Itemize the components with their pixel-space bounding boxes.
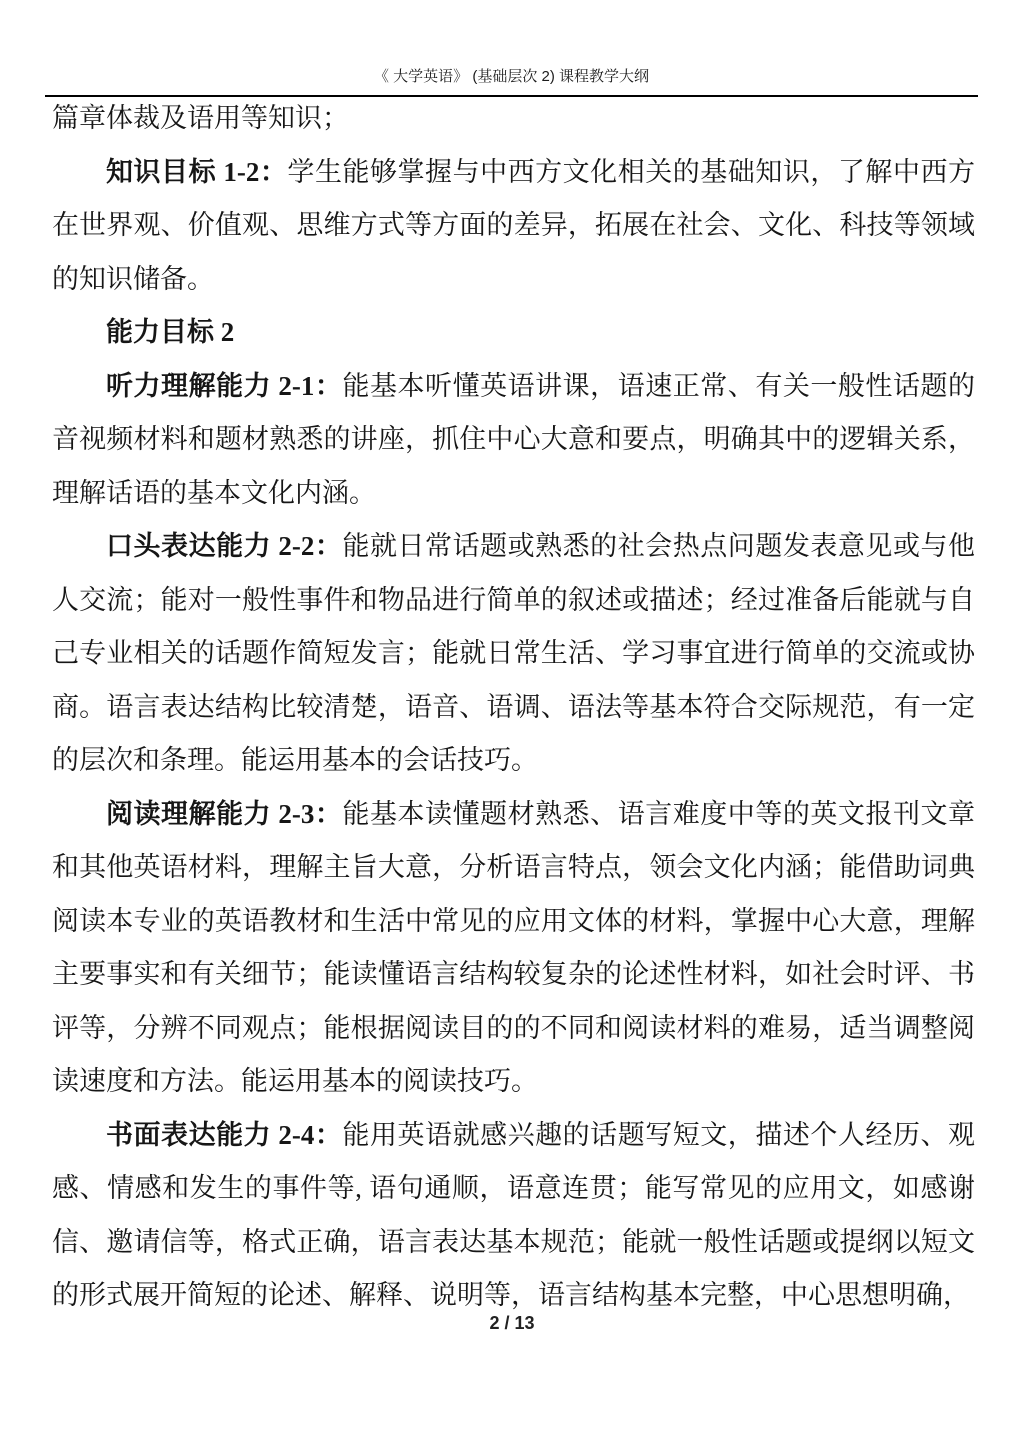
paragraph-listening-2-1 [52, 360, 975, 521]
page-body [52, 92, 975, 1323]
paragraph-reading-2-3 [52, 788, 975, 1109]
paragraph-label: 知识目标 1-2： [106, 156, 288, 187]
paragraph-text: 能基本读懂题材熟悉、语言难度中等的英文报刊文章和其他英语材料，理解主旨大意，分析语言特点，领会文化内涵；能借助词典阅读本专业的英语教材和生活中常见的应用文体的材料，掌握中心大意，理解主要事实和有关细节；能读懂语言结构较复杂的论述性材料，如社会时评、书评等，分辨不同观点；能根据阅读目的的不同和阅读材料的难易，适当调整阅读速度和方法。能运用基本的阅读技巧。 [52, 798, 975, 1096]
paragraph-ability-goal-2 [52, 306, 975, 360]
paragraph-label: 书面表达能力 2-4： [106, 1119, 343, 1150]
continuation-line: 篇章体裁及语用等知识； [52, 103, 349, 133]
paragraph-writing-2-4 [52, 1109, 975, 1323]
paragraph-label: 阅读理解能力 2-3： [106, 798, 343, 829]
paragraph-label: 口头表达能力 2-2： [106, 531, 343, 561]
header-title: 《 大学英语》 (基础层次 2) 课程教学大纲 [373, 68, 649, 85]
paragraph-speaking-2-2 [52, 520, 975, 788]
paragraph-text: 能就日常话题或熟悉的社会热点问题发表意见或与他人交流；能对一般性事件和物品进行简单的叙述或描述；经过准备后能就与自己专业相关的话题作简短发言；能就日常生活、学习事宜进行简单的交流或协商。语言表达结构比较清楚，语音、语调、语法等基本符合交际规范，有一定的层次和条理。能运用基本的会话技巧。 [52, 531, 975, 775]
paragraph-label: 听力理解能力 2-1： [106, 370, 343, 401]
paragraph-text: 能用英语就感兴趣的话题写短文，描述个人经历、观感、情感和发生的事件等, 语句通顺，语意连贯；能写常见的应用文，如感谢信、邀请信等，格式正确，语言表达基本规范；能就一般性话题或提纲以短文的形式展开简短的论述、解释、说明等，语言结构基本完整，中心思想明确， [52, 1119, 975, 1310]
page-footer [0, 1313, 1024, 1334]
paragraph-text: 能基本听懂英语讲课，语速正常、有关一般性话题的音视频材料和题材熟悉的讲座，抓住中心大意和要点，明确其中的逻辑关系，理解话语的基本文化内涵。 [52, 370, 975, 508]
paragraph-label: 能力目标 2 [106, 317, 235, 347]
page-number: 2 / 13 [489, 1313, 535, 1333]
paragraph-text: 学生能够掌握与中西方文化相关的基础知识，了解中西方在世界观、价值观、思维方式等方面的差异，拓展在社会、文化、科技等领域的知识储备。 [52, 156, 976, 294]
paragraph-knowledge-goal-1-2 [52, 146, 975, 307]
